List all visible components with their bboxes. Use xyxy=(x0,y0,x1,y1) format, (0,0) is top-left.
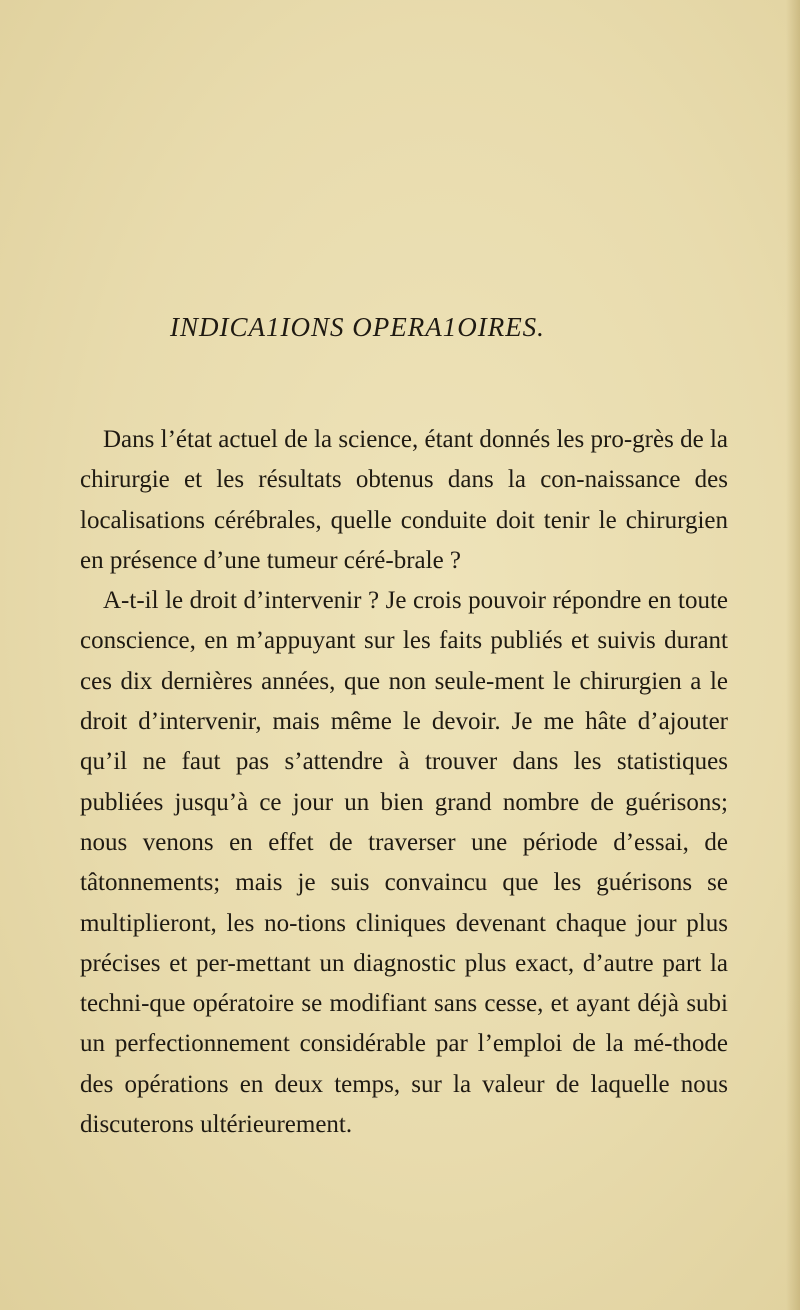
running-head: INDICA1IONS OPERA1OIRES. xyxy=(170,312,545,342)
body-text xyxy=(80,420,728,1145)
page-edge-shadow xyxy=(786,0,800,1310)
paragraph-2: A-t-il le droit d’intervenir ? Je crois pouvoir répondre en toute conscience, en m’appuyant sur les faits publiés et suivis durant ces dix dernières années, que non seule-ment le chirurgien a le droit d’intervenir, mais même le devoir. Je me hâte d’ajouter qu’il ne faut pas s’attendre à trouver dans les statistiques publiées jusqu’à ce jour un bien grand nombre de guérisons; nous venons en effet de traverser une période d’essai, de tâtonnements; mais je suis convaincu que les guérisons se multiplieront, les no-tions cliniques devenant chaque jour plus précises et per-mettant un diagnostic plus exact, d’autre part la techni-que opératoire se modifiant sans cesse, et ayant déjà subi un perfectionnement considérable par l’emploi de la mé-thode des opérations en deux temps, sur la valeur de laquelle nous discuterons ultérieurement. xyxy=(80,587,728,1139)
paragraph-1: Dans l’état actuel de la science, étant donnés les pro-grès de la chirurgie et les résultats obtenus dans la con-naissance des localisations cérébrales, quelle conduite doit tenir le chirurgien en présence d’une tumeur céré-brale ? xyxy=(80,426,728,574)
